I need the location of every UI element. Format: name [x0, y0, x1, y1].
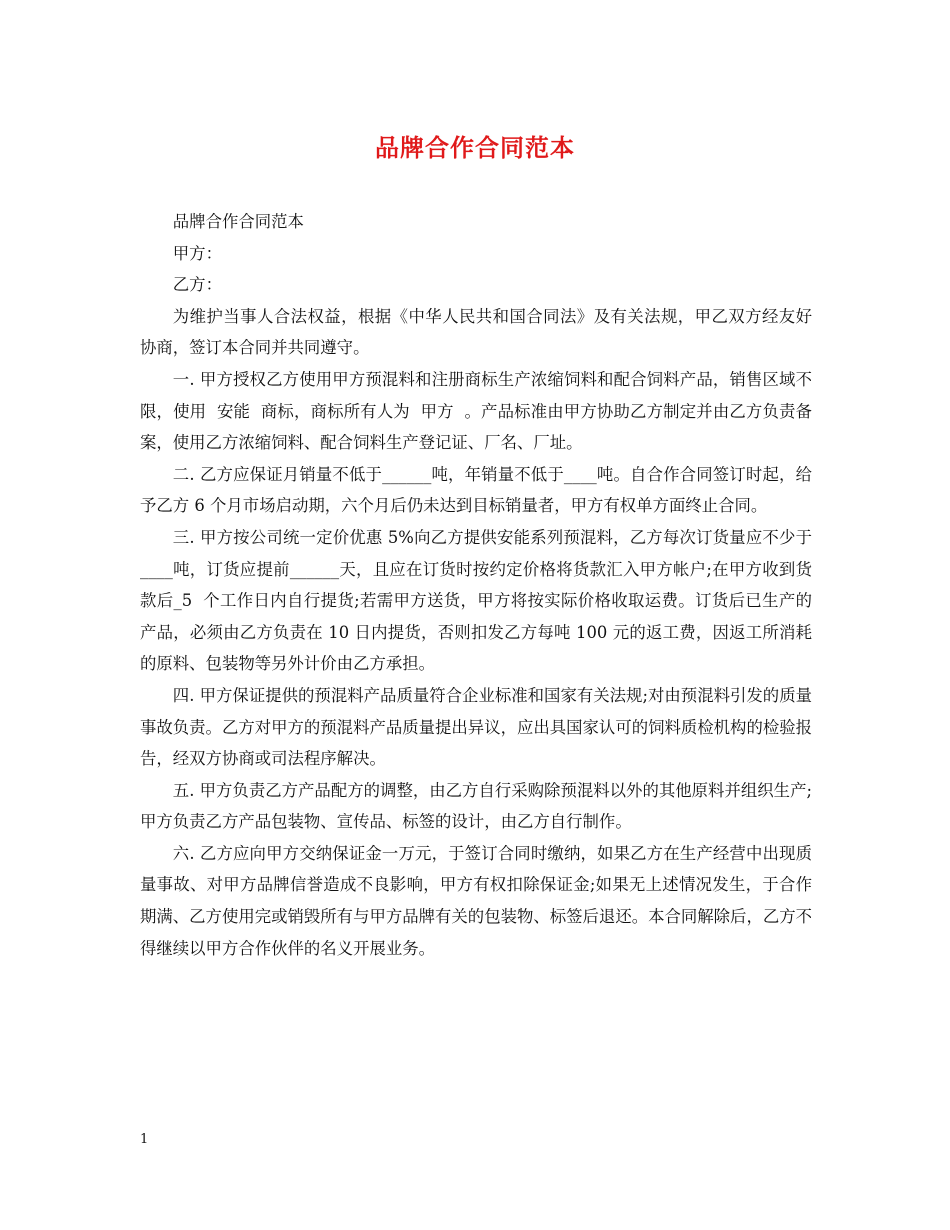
paragraph-clause-3: 三. 甲方按公司统一定价优惠 5%向乙方提供安能系列预混料，乙方每次订货量应不少于____吨，订货应提前______天，且应在订货时按约定价格将货款汇入甲方帐户;在甲方收到货款后_5 个工作日内自行提货;若需甲方送货，甲方将按实际价格收取运费。订货后已生产的产品，必须由乙方负责在 10 日内提货，否则扣发乙方每吨 100 元的返工费，因返工所消耗的原料、包装物等另外计价由乙方承担。 [140, 527, 812, 674]
paragraph-preamble: 为维护当事人合法权益，根据《中华人民共和国合同法》及有关法规，甲乙双方经友好协商，签订本合同并共同遵守。 [140, 306, 812, 358]
paragraph-clause-5: 五. 甲方负责乙方产品配方的调整，由乙方自行采购除预混料以外的其他原料并组织生产;甲方负责乙方产品包装物、宣传品、标签的设计，由乙方自行制作。 [140, 780, 812, 832]
paragraph-party-b: 乙方： [172, 275, 222, 295]
page-number: 1 [140, 1132, 149, 1147]
paragraph-party-a: 甲方： [172, 243, 222, 263]
paragraph-clause-1: 一. 甲方授权乙方使用甲方预混料和注册商标生产浓缩饲料和配合饲料产品，销售区域不限，使用 安能 商标，商标所有人为 甲方 。产品标准由甲方协助乙方制定并由乙方负责备案，使用乙方浓缩饲料、配合饲料生产登记证、厂名、厂址。 [140, 369, 812, 453]
document-title: 品牌合作合同范本 [375, 133, 575, 162]
paragraph-clause-2: 二. 乙方应保证月销量不低于______吨，年销量不低于____吨。自合作合同签订时起，给予乙方 6 个月市场启动期，六个月后仍未达到目标销量者，甲方有权单方面终止合同。 [140, 464, 812, 516]
paragraph-clause-4: 四. 甲方保证提供的预混料产品质量符合企业标准和国家有关法规;对由预混料引发的质量事故负责。乙方对甲方的预混料产品质量提出异议，应出具国家认可的饲料质检机构的检验报告，经双方协商或司法程序解决。 [140, 685, 813, 769]
document-body [140, 206, 812, 964]
paragraph-clause-6: 六. 乙方应向甲方交纳保证金一万元，于签订合同时缴纳，如果乙方在生产经营中出现质量事故、对甲方品牌信誉造成不良影响，甲方有权扣除保证金;如果无上述情况发生，于合作期满、乙方使用完或销毁所有与甲方品牌有关的包装物、标签后退还。本合同解除后，乙方不得继续以甲方合作伙伴的名义开展业务。 [140, 843, 813, 958]
paragraph-heading: 品牌合作合同范本 [172, 212, 304, 231]
